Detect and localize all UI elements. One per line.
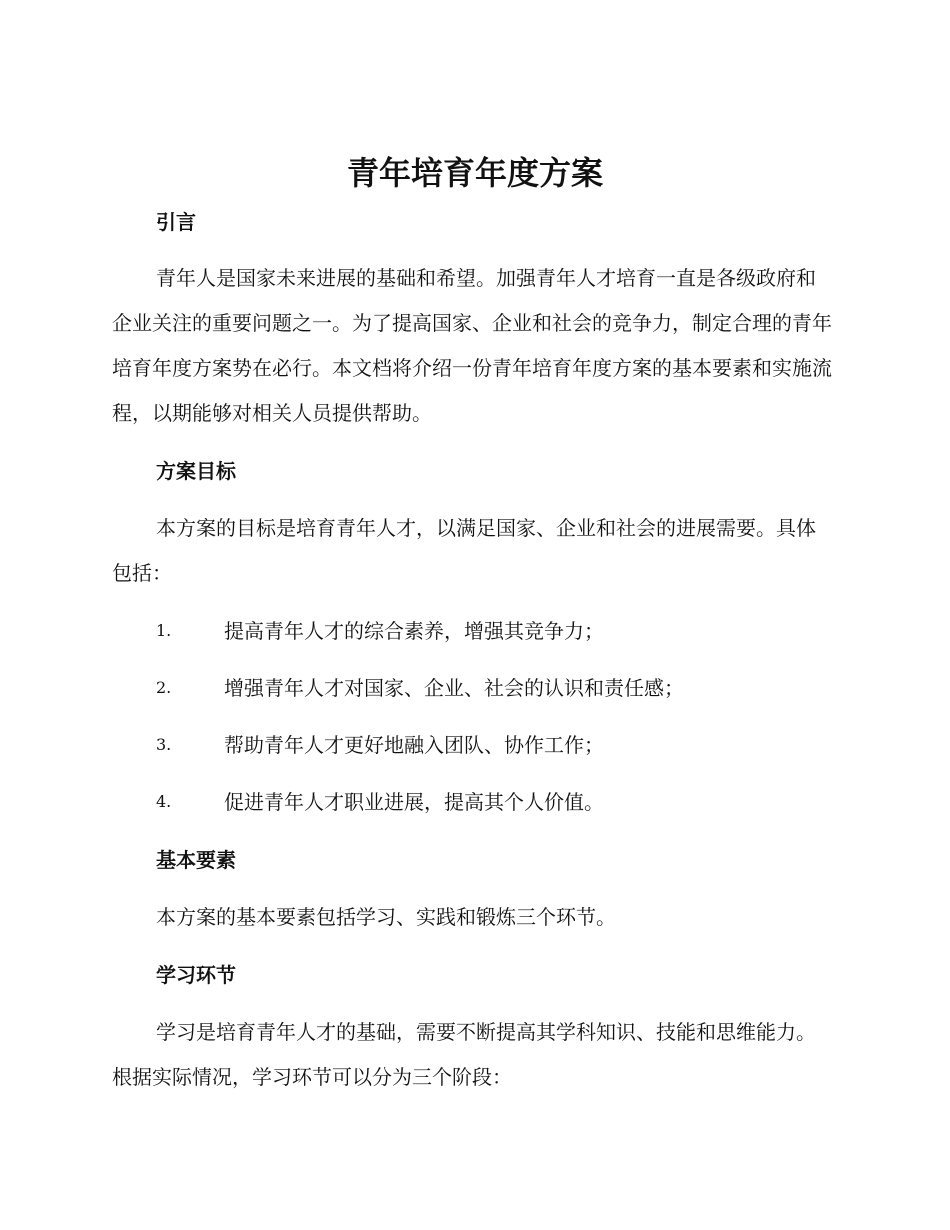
section-heading-learning: 学习环节 [156,963,236,987]
list-item-text: 增强青年人才对国家、企业、社会的认识和责任感； [224,676,684,700]
list-item-number: 1. [156,621,172,640]
section-heading-goals: 方案目标 [156,459,236,483]
section-heading-elements: 基本要素 [156,848,236,872]
list-item [156,787,836,817]
list-item [156,730,836,760]
list-item [156,616,836,646]
learning-paragraph: 学习是培育青年人才的基础，需要不断提高其学科知识、技能和思维能力。根据实际情况，学习环节可以分为三个阶段： [112,1020,816,1089]
list-item-text: 帮助青年人才更好地融入团队、协作工作； [224,733,604,757]
list-item-number: 4. [156,792,172,811]
elements-paragraph: 本方案的基本要素包括学习、实践和锻炼三个环节。 [156,905,616,929]
section-heading-intro: 引言 [156,210,196,234]
list-item-text: 提高青年人才的综合素养，增强其竞争力； [224,619,604,643]
goals-paragraph: 本方案的目标是培育青年人才，以满足国家、企业和社会的进展需要。具体包括： [112,516,816,585]
list-item [156,673,836,703]
list-item-text: 促进青年人才职业进展，提高其个人价值。 [224,790,604,814]
list-item-number: 2. [156,678,172,697]
intro-paragraph: 青年人是国家未来进展的基础和希望。加强青年人才培育一直是各级政府和企业关注的重要问题之一。为了提高国家、企业和社会的竞争力，制定合理的青年培育年度方案势在必行。本文档将介绍一份青年培育年度方案的基本要素和实施流程，以期能够对相关人员提供帮助。 [112,266,832,425]
list-item-number: 3. [156,735,172,754]
document-title: 青年培育年度方案 [346,154,603,192]
